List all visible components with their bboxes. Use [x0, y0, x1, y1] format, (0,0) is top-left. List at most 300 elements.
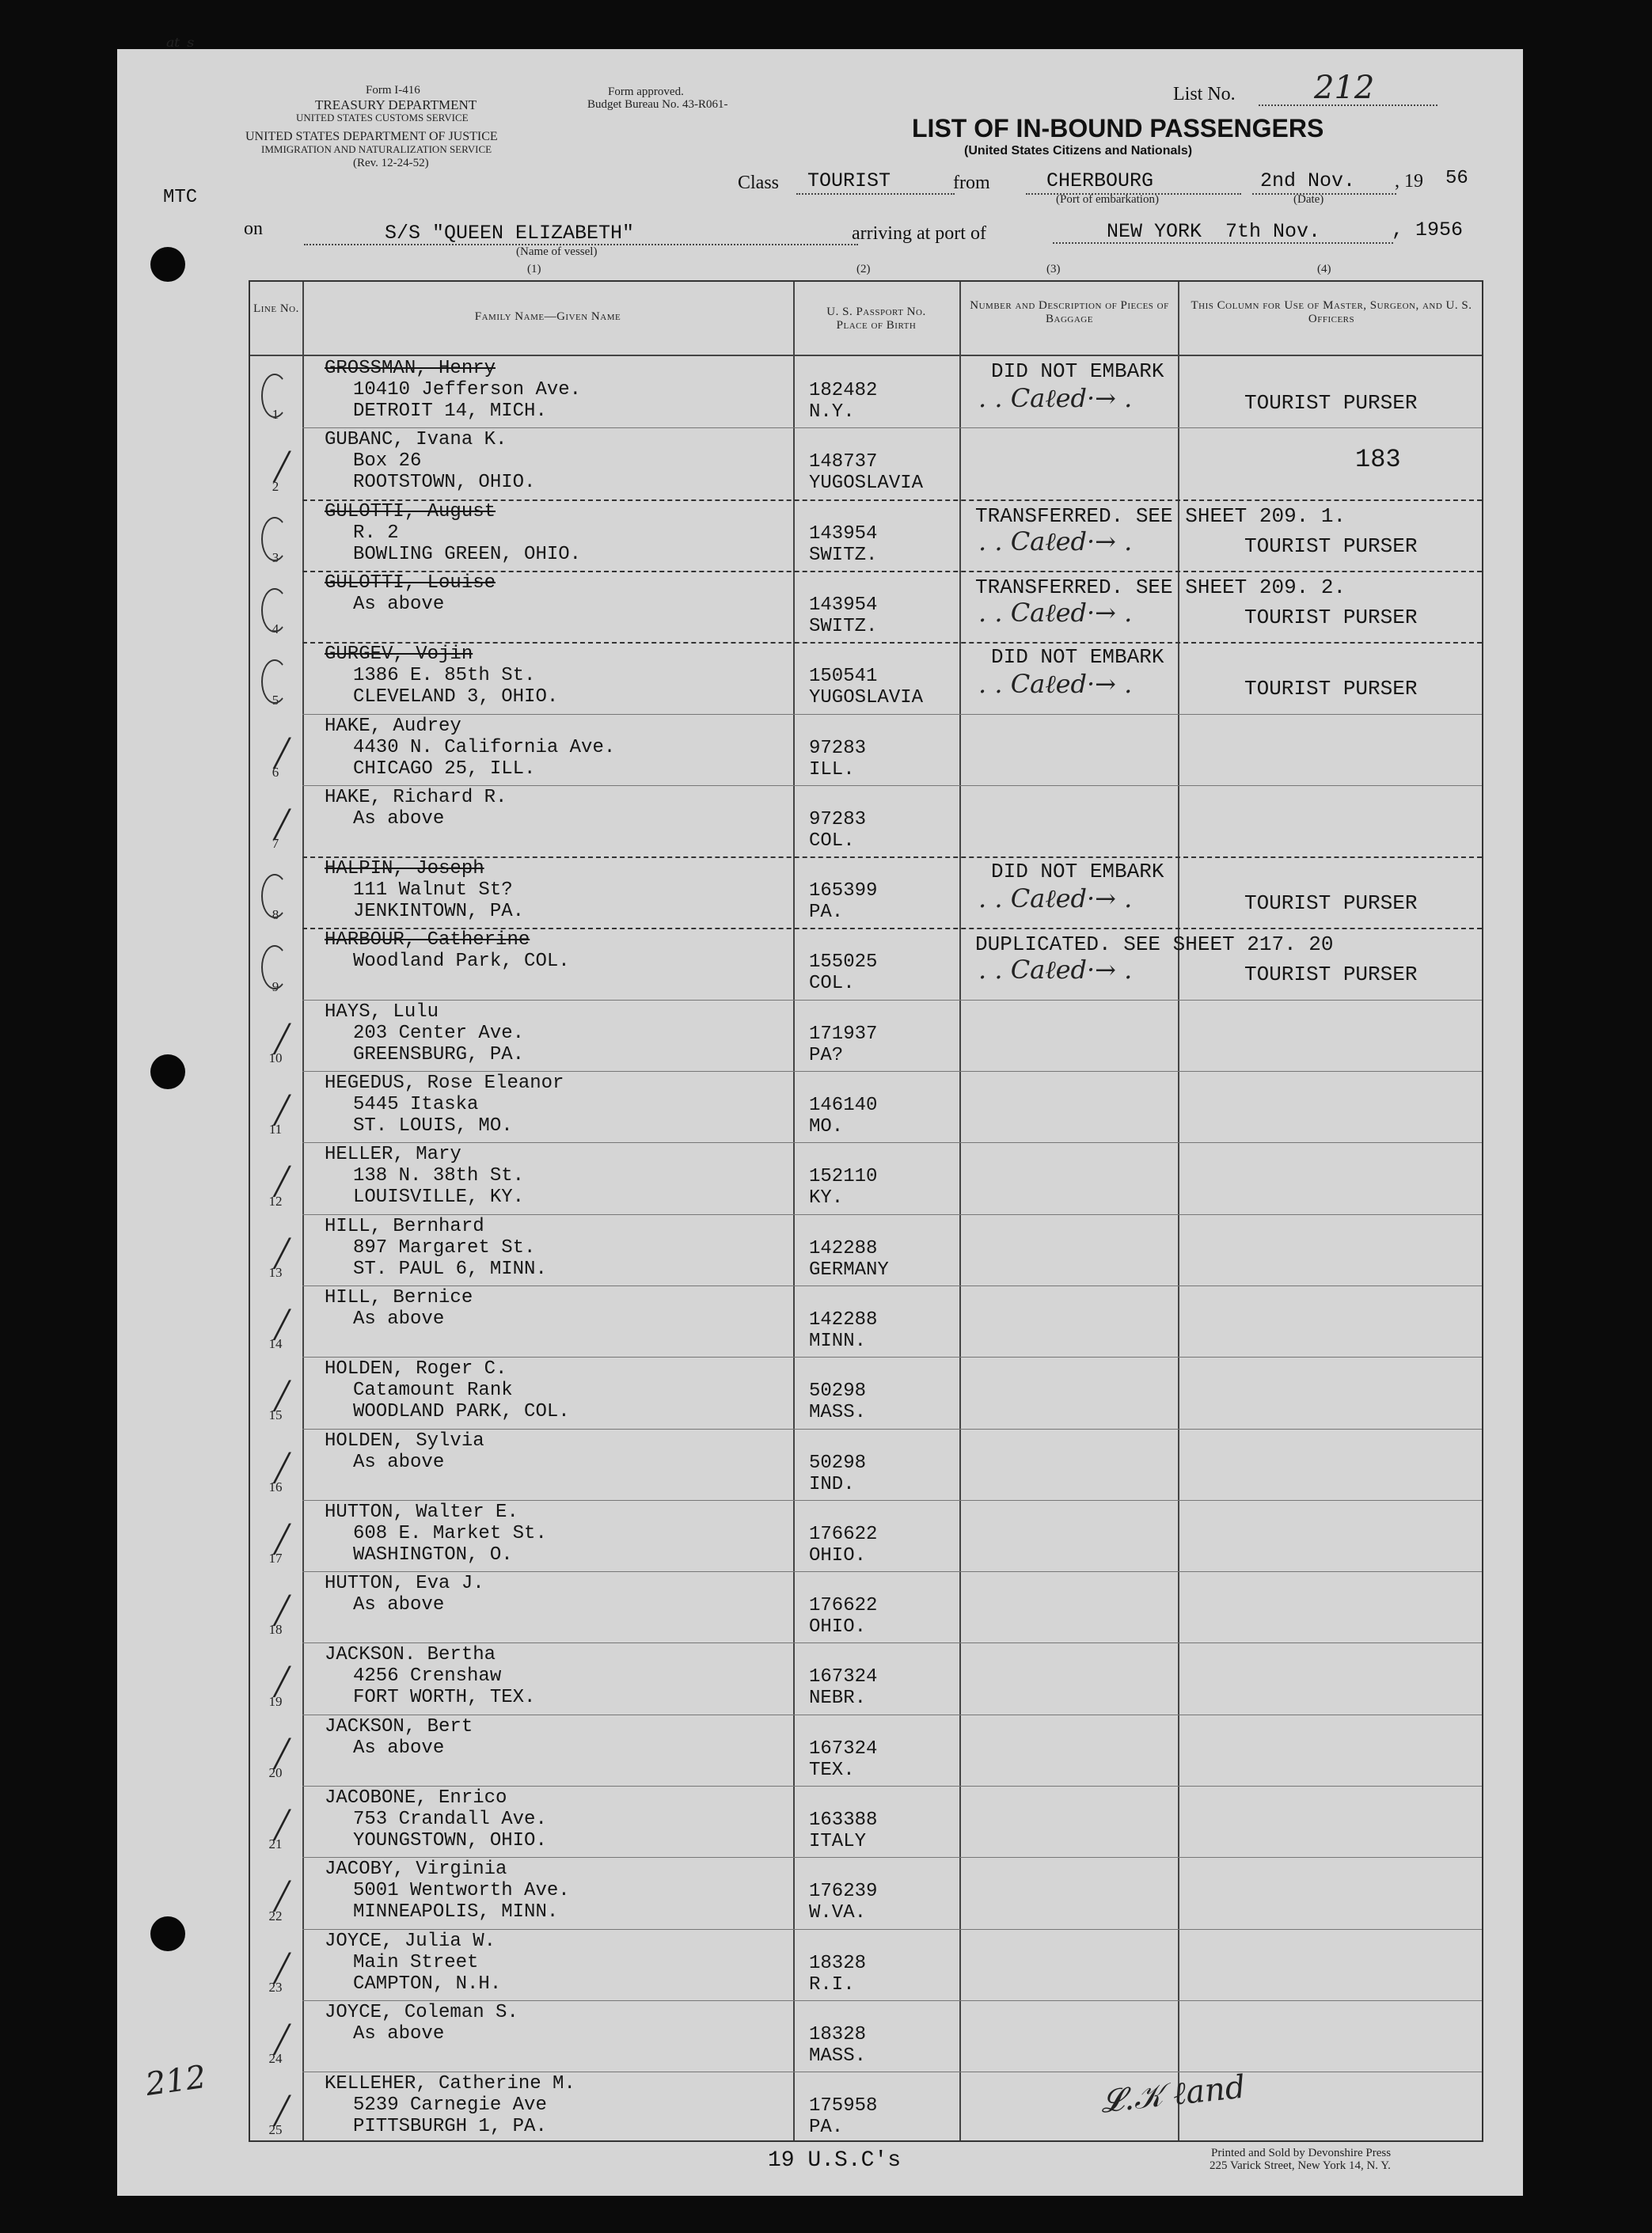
place-of-birth: MINN.	[809, 1330, 867, 1352]
row-name-address	[325, 501, 581, 565]
passenger-address-line: 5001 Wentworth Ave.	[353, 1880, 570, 1902]
passenger-address-line: 608 E. Market St.	[353, 1522, 547, 1544]
passenger-address-line: 4430 N. California Ave.	[353, 736, 616, 758]
place-of-birth: R.I.	[809, 1973, 855, 1996]
passenger-address-line: 10410 Jefferson Ave.	[353, 379, 582, 401]
passenger-address-line: ST. LOUIS, MO.	[353, 1115, 513, 1137]
row-name-address	[325, 1716, 473, 1759]
passenger-name: GURGEV, Vojin	[325, 644, 473, 666]
row-check-mark: ╱	[274, 1952, 291, 1984]
row-passport	[809, 666, 923, 708]
margin-mark: 212	[143, 2058, 209, 2104]
list-no-line	[1259, 104, 1437, 106]
passport-number: 176239	[809, 1881, 878, 1903]
officer-signature: 𝓛.𝒦 ℓand	[1099, 2068, 1248, 2121]
passenger-name: HILL, Bernhard	[325, 1215, 484, 1237]
initials-scribble: . . Caℓed·→ .	[978, 883, 1133, 914]
table-row	[250, 2000, 1482, 2072]
passenger-name: HEGEDUS, Rose Eleanor	[325, 1073, 564, 1094]
place-of-birth: SWITZ.	[809, 615, 878, 637]
row-passport	[809, 523, 877, 566]
passport-number: 18328	[809, 1952, 867, 1974]
row-passport	[809, 594, 877, 637]
row-passport	[809, 1524, 877, 1567]
budget-bureau: Budget Bureau No. 43-R061-	[587, 98, 728, 111]
row-check-mark: ╱	[274, 1308, 291, 1341]
row-name-address	[325, 929, 570, 972]
passenger-address-line: 4256 Crenshaw	[353, 1665, 502, 1688]
row-line-number: 19	[268, 1693, 283, 1709]
from-label: from	[953, 173, 990, 193]
row-line-number: 10	[268, 1050, 283, 1065]
row-name-address	[325, 358, 581, 422]
col-header-line: Line No.	[253, 302, 299, 315]
row-passport	[809, 880, 877, 923]
row-passport	[809, 1166, 877, 1209]
passenger-name: GROSSMAN, Henry	[325, 358, 496, 379]
row-status-note: DID NOT EMBARK	[991, 359, 1164, 383]
port-arrive-value: NEW YORK	[1107, 220, 1202, 243]
passenger-name: HELLER, Mary	[325, 1144, 461, 1166]
passenger-name: HALPIN, Joseph	[325, 858, 484, 880]
row-check-mark: ╱	[274, 1095, 291, 1126]
passenger-name: GUBANC, Ivana K.	[325, 429, 507, 451]
row-line-number: 3	[272, 549, 279, 565]
row-count-note: 183	[1355, 445, 1401, 475]
row-passport	[809, 1309, 877, 1352]
place-of-birth: N.Y.	[809, 401, 855, 423]
row-name-address	[325, 1430, 484, 1473]
table-row	[250, 1857, 1482, 1928]
row-passport	[809, 2095, 877, 2138]
date-embark-value: 2nd Nov.	[1260, 169, 1356, 192]
row-line-number: 16	[268, 1479, 283, 1494]
row-passport	[809, 1738, 877, 1781]
passport-number: 165399	[809, 880, 878, 902]
passenger-address-line: CLEVELAND 3, OHIO.	[353, 686, 559, 708]
initials-scribble: . . Caℓed·→ .	[978, 955, 1133, 985]
row-name-address	[325, 1073, 564, 1137]
passenger-address-line: 1386 E. 85th St.	[353, 665, 536, 687]
punch-hole-top	[150, 247, 185, 282]
passenger-address-line: PITTSBURGH 1, PA.	[353, 2116, 547, 2138]
place-of-birth: YUGOSLAVIA	[809, 687, 924, 709]
passport-number: 175958	[809, 2095, 878, 2117]
date-caption: (Date)	[1293, 193, 1324, 206]
passenger-address-line: 5445 Itaska	[353, 1094, 479, 1115]
row-name-address	[325, 1644, 535, 1708]
row-check-mark: ╱	[274, 1666, 291, 1699]
passenger-address-line: 897 Margaret St.	[353, 1236, 536, 1259]
footer-count: 19 U.S.C's	[768, 2148, 902, 2173]
punch-hole-middle	[150, 1054, 185, 1089]
row-check-mark: ╱	[274, 1380, 291, 1413]
place-of-birth: ITALY	[809, 1831, 867, 1852]
row-status-note: DID NOT EMBARK	[991, 860, 1164, 884]
arriving-label: arriving at port of	[852, 223, 986, 244]
passenger-name: JOYCE, Coleman S.	[325, 2001, 518, 2023]
row-purser-note: TOURIST PURSER	[1244, 605, 1418, 629]
passport-number: 143954	[809, 594, 878, 616]
row-name-address	[325, 1358, 570, 1422]
row-name-address	[325, 1216, 547, 1280]
row-passport	[809, 1380, 866, 1423]
row-name-address	[325, 1573, 484, 1616]
passenger-address-line: 753 Crandall Ave.	[353, 1809, 547, 1830]
row-check-mark: ╱	[274, 1810, 291, 1841]
table-row	[250, 1929, 1482, 2000]
passenger-address-line: LOUISVILLE, KY.	[353, 1187, 525, 1209]
passenger-name: JACKSON, Bert	[325, 1715, 473, 1737]
vessel-value: S/S "QUEEN ELIZABETH"	[385, 222, 635, 245]
passenger-address-line: 111 Walnut St?	[353, 879, 513, 902]
passenger-name: JOYCE, Julia W.	[325, 1930, 496, 1952]
row-passport	[809, 1953, 866, 1996]
row-passport	[809, 1595, 877, 1638]
table-row	[250, 427, 1482, 499]
passport-number: 167324	[809, 1666, 878, 1688]
row-line-number: 15	[268, 1407, 283, 1423]
row-line-number: 12	[268, 1193, 283, 1209]
passenger-table	[249, 280, 1483, 2142]
row-name-address	[325, 2073, 575, 2137]
row-line-number: 22	[268, 1908, 283, 1923]
passenger-name: HOLDEN, Sylvia	[325, 1430, 484, 1452]
row-check-mark: ╱	[274, 737, 291, 769]
row-status-note: DUPLICATED. SEE SHEET 217. 20	[975, 932, 1334, 957]
place-of-birth: TEX.	[809, 1759, 855, 1781]
passenger-address-line: FORT WORTH, TEX.	[353, 1687, 536, 1709]
col-number-4: (4)	[1317, 263, 1331, 275]
row-name-address	[325, 858, 524, 922]
row-check-mark: ╱	[274, 2023, 291, 2056]
row-check-mark: ╱	[274, 1881, 291, 1913]
row-passport	[809, 1023, 877, 1066]
passenger-address-line: Woodland Park, COL.	[353, 951, 570, 973]
table-row	[250, 714, 1482, 785]
dept-ins: IMMIGRATION AND NATURALIZATION SERVICE	[261, 143, 492, 155]
row-name-address	[325, 572, 496, 615]
row-purser-note: TOURIST PURSER	[1244, 963, 1418, 987]
row-name-address	[325, 2002, 518, 2045]
row-circle-mark	[261, 517, 288, 561]
table-row	[250, 1642, 1482, 1714]
arrive-line	[1053, 242, 1393, 244]
passenger-name: HOLDEN, Roger C.	[325, 1358, 507, 1380]
passenger-address-line: As above	[353, 593, 445, 615]
row-circle-mark	[261, 945, 288, 989]
passenger-name: GULOTTI, Louise	[325, 572, 496, 594]
printer-line-1: Printed and Sold by Devonshire Press	[1211, 2147, 1392, 2159]
passport-number: 143954	[809, 522, 878, 545]
list-no-label: List No.	[1173, 84, 1236, 104]
row-line-number: 13	[268, 1264, 283, 1280]
passenger-name: GULOTTI, August	[325, 500, 496, 522]
row-line-number: 18	[268, 1622, 283, 1638]
row-purser-note: TOURIST PURSER	[1244, 677, 1418, 701]
row-check-mark: ╱	[274, 1237, 291, 1270]
initials-scribble: . . Caℓed·→ .	[978, 526, 1133, 556]
date-arrive-value: 7th Nov.	[1225, 220, 1321, 243]
class-line	[796, 193, 955, 195]
row-line-number: 20	[268, 1764, 283, 1780]
page-subtitle: (United States Citizens and Nationals)	[964, 144, 1193, 158]
row-name-address	[325, 787, 507, 830]
row-passport	[809, 951, 877, 994]
row-line-number: 5	[272, 693, 279, 708]
passenger-name: KELLEHER, Catherine M.	[325, 2073, 575, 2095]
table-row	[250, 1071, 1482, 1142]
table-row	[250, 1786, 1482, 1857]
class-value: TOURIST	[807, 169, 891, 192]
table-row	[250, 1000, 1482, 1071]
row-passport	[809, 1666, 877, 1709]
row-purser-note: TOURIST PURSER	[1244, 391, 1418, 415]
passenger-name: HAYS, Lulu	[325, 1001, 439, 1023]
row-check-mark: ╱	[274, 1023, 291, 1055]
passenger-address-line: ST. PAUL 6, MINN.	[353, 1258, 547, 1280]
table-row	[250, 1214, 1482, 1285]
row-name-address	[325, 1787, 547, 1851]
place-of-birth: OHIO.	[809, 1616, 867, 1639]
row-circle-mark	[261, 374, 288, 418]
passenger-address-line: WOODLAND PARK, COL.	[353, 1401, 570, 1423]
row-check-mark: ╱	[274, 1523, 291, 1555]
row-passport	[809, 380, 877, 423]
passenger-address-line: As above	[353, 1594, 445, 1616]
table-row	[250, 928, 1482, 999]
list-no-value: 212	[1314, 70, 1375, 106]
passenger-address-line: 5239 Carnegie Ave	[353, 2094, 547, 2117]
passenger-address-line: As above	[353, 2022, 445, 2045]
passport-number: 167324	[809, 1737, 878, 1760]
form-revision: (Rev. 12-24-52)	[353, 157, 429, 169]
row-name-address	[325, 1859, 570, 1923]
passenger-address-line: As above	[353, 1451, 445, 1473]
col-header-name: Family Name—Given Name	[474, 310, 621, 323]
passport-number: 18328	[809, 2023, 867, 2045]
row-name-address	[325, 1144, 524, 1208]
on-label: on	[244, 218, 263, 239]
row-passport	[809, 809, 866, 852]
row-line-number: 25	[268, 2122, 283, 2138]
passenger-name: JACOBONE, Enrico	[325, 1787, 507, 1809]
passenger-address-line: GREENSBURG, PA.	[353, 1043, 525, 1065]
col-number-1: (1)	[527, 263, 541, 275]
passport-number: 142288	[809, 1237, 878, 1259]
class-label: Class	[738, 173, 780, 193]
passenger-name: JACKSON. Bertha	[325, 1644, 496, 1666]
passenger-name: HUTTON, Walter E.	[325, 1501, 518, 1523]
corner-mark: MTC	[163, 187, 198, 208]
row-passport	[809, 1095, 877, 1137]
row-name-address	[325, 1931, 501, 1995]
table-row	[250, 642, 1482, 713]
dept-treasury: TREASURY DEPARTMENT	[315, 97, 477, 112]
row-line-number: 11	[268, 1122, 283, 1137]
row-name-address	[325, 1001, 524, 1065]
passport-number: 50298	[809, 1380, 867, 1403]
passenger-address-line: 203 Center Ave.	[353, 1022, 525, 1044]
row-line-number: 9	[272, 978, 279, 994]
punch-hole-bottom	[150, 1916, 185, 1951]
form-number: Form I-416	[366, 84, 420, 97]
page-title: LIST OF IN-BOUND PASSENGERS	[912, 114, 1324, 142]
row-check-mark: ╱	[274, 1452, 291, 1484]
year-embark-value: 56	[1445, 168, 1468, 189]
passenger-name: HILL, Bernice	[325, 1286, 473, 1308]
row-passport	[809, 738, 866, 780]
place-of-birth: SWITZ.	[809, 544, 878, 566]
initials-scribble: . . Caℓed·→ .	[978, 383, 1133, 413]
passport-number: 142288	[809, 1308, 878, 1331]
place-of-birth: W.VA.	[809, 1902, 867, 1924]
table-row	[250, 785, 1482, 856]
passenger-address-line: MINNEAPOLIS, MINN.	[353, 1901, 559, 1923]
place-of-birth: NEBR.	[809, 1688, 867, 1710]
row-status-note: TRANSFERRED. SEE SHEET 209. 2.	[975, 575, 1346, 599]
place-of-birth: MASS.	[809, 2045, 867, 2067]
row-line-number: 8	[272, 907, 279, 923]
place-of-birth: COL.	[809, 973, 855, 995]
passenger-name: HARBOUR, Catherine	[325, 929, 530, 951]
vessel-caption: (Name of vessel)	[516, 245, 598, 258]
row-status-note: DID NOT EMBARK	[991, 645, 1164, 670]
passenger-address-line: Box 26	[353, 450, 422, 473]
row-purser-note: TOURIST PURSER	[1244, 891, 1418, 916]
passenger-address-line: CAMPTON, N.H.	[353, 1973, 502, 1995]
row-passport	[809, 451, 923, 494]
place-of-birth: IND.	[809, 1473, 855, 1495]
col-number-2: (2)	[856, 263, 871, 275]
row-circle-mark	[261, 659, 288, 704]
row-name-address	[325, 644, 558, 708]
passenger-address-line: 138 N. 38th St.	[353, 1165, 525, 1187]
passport-number: 150541	[809, 666, 878, 688]
form-approved: Form approved.	[608, 85, 684, 98]
row-name-address	[325, 1287, 473, 1330]
passenger-name: HAKE, Audrey	[325, 715, 461, 737]
passport-number: 97283	[809, 737, 867, 759]
date-embark-line	[1252, 193, 1396, 195]
place-of-birth: GERMANY	[809, 1259, 889, 1281]
place-of-birth: OHIO.	[809, 1544, 867, 1567]
col-number-3: (3)	[1046, 263, 1061, 275]
table-row	[250, 1715, 1482, 1786]
table-row	[250, 1429, 1482, 1500]
passenger-address-line: DETROIT 14, MICH.	[353, 401, 547, 422]
row-name-address	[325, 716, 615, 780]
row-line-number: 1	[272, 407, 279, 423]
passport-number: 176622	[809, 1523, 878, 1545]
row-circle-mark	[261, 588, 288, 632]
passenger-address-line: R. 2	[353, 522, 399, 544]
port-embark-caption: (Port of embarkation)	[1056, 193, 1159, 206]
passenger-address-line: YOUNGSTOWN, OHIO.	[353, 1830, 547, 1851]
passenger-address-line: BOWLING GREEN, OHIO.	[353, 543, 582, 565]
place-of-birth: PA.	[809, 2117, 844, 2139]
passenger-address-line: As above	[353, 807, 445, 830]
passport-number: 176622	[809, 1595, 878, 1617]
row-check-mark: ╱	[274, 808, 291, 841]
passenger-name: HAKE, Richard R.	[325, 786, 507, 808]
year-arrive-value: , 1956	[1392, 218, 1464, 241]
passport-number: 163388	[809, 1810, 878, 1831]
place-of-birth: YUGOSLAVIA	[809, 473, 924, 495]
row-line-number: 24	[268, 2051, 283, 2067]
dept-justice: UNITED STATES DEPARTMENT OF JUSTICE	[245, 130, 498, 143]
place-of-birth: MASS.	[809, 1402, 867, 1424]
col-header-officers: This Column for Use of Master, Surgeon, and U. S. Officers	[1191, 299, 1472, 325]
row-passport	[809, 1881, 877, 1923]
initials-scribble: . . Caℓed·→ .	[978, 597, 1133, 628]
printer-line-2: 225 Varick Street, New York 14, N. Y.	[1210, 2159, 1391, 2172]
row-passport	[809, 2024, 866, 2067]
passport-number: 146140	[809, 1095, 878, 1116]
dept-customs: UNITED STATES CUSTOMS SERVICE	[296, 112, 469, 123]
passenger-address-line: JENKINTOWN, PA.	[353, 901, 525, 923]
place-of-birth: PA.	[809, 902, 844, 924]
row-line-number: 14	[268, 1336, 283, 1352]
row-name-address	[325, 429, 535, 493]
year-prefix: , 19	[1395, 171, 1423, 192]
row-line-number: 4	[272, 621, 279, 637]
row-check-mark: ╱	[274, 451, 291, 484]
passport-number: 152110	[809, 1166, 878, 1188]
row-circle-mark	[261, 874, 288, 918]
row-purser-note: TOURIST PURSER	[1244, 534, 1418, 558]
table-row	[250, 499, 1482, 571]
passport-number: 155025	[809, 951, 878, 974]
place-of-birth: COL.	[809, 830, 855, 852]
row-line-number: 23	[268, 1979, 283, 1995]
row-line-number: 6	[272, 764, 279, 780]
table-row	[250, 1571, 1482, 1642]
passenger-address-line: WASHINGTON, O.	[353, 1544, 513, 1566]
passenger-address-line: Main Street	[353, 1951, 479, 1973]
passport-number: 182482	[809, 380, 878, 401]
row-check-mark: ╱	[274, 2095, 291, 2128]
place-of-birth: PA?	[809, 1044, 844, 1066]
col-header-baggage: Number and Description of Pieces of Baggage	[970, 299, 1169, 325]
passenger-address-line: As above	[353, 1308, 445, 1330]
row-passport	[809, 1453, 866, 1495]
passport-number: 171937	[809, 1023, 878, 1045]
table-row	[250, 356, 1482, 427]
passport-number: 148737	[809, 451, 878, 473]
passenger-name: JACOBY, Virginia	[325, 1859, 507, 1881]
table-row	[250, 1142, 1482, 1213]
table-row	[250, 1500, 1482, 1571]
row-status-note: TRANSFERRED. SEE SHEET 209. 1.	[975, 503, 1346, 528]
corner-scribble: ᵃᵗ ˢ	[166, 33, 195, 59]
row-line-number: 7	[272, 836, 279, 852]
port-embark-value: CHERBOURG	[1046, 169, 1154, 192]
passenger-address-line: Catamount Rank	[353, 1380, 513, 1402]
passenger-address-line: As above	[353, 1737, 445, 1759]
table-row	[250, 1285, 1482, 1357]
row-check-mark: ╱	[274, 1737, 291, 1770]
passenger-name: HUTTON, Eva J.	[325, 1573, 484, 1595]
place-of-birth: KY.	[809, 1187, 844, 1210]
table-row	[250, 856, 1482, 928]
table-row	[250, 1357, 1482, 1428]
table-row	[250, 571, 1482, 642]
row-line-number: 17	[268, 1551, 283, 1567]
passenger-address-line: CHICAGO 25, ILL.	[353, 758, 536, 780]
row-passport	[809, 1238, 889, 1281]
row-name-address	[325, 1502, 547, 1566]
